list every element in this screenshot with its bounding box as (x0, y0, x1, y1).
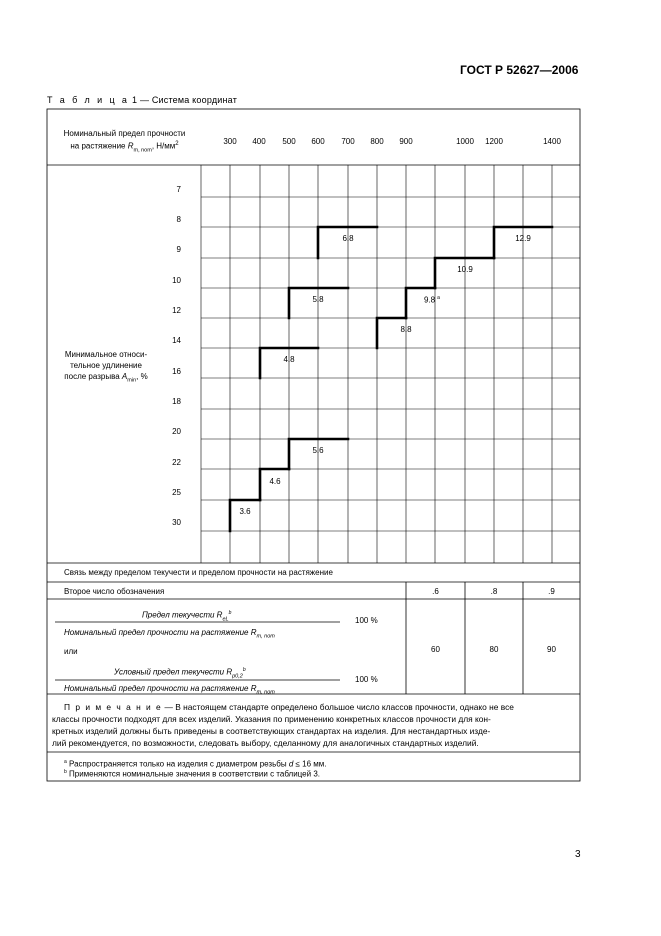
second-number-6: .6 (432, 587, 439, 596)
elongation-value: 10 (172, 276, 181, 285)
second-number-label: Второе число обозначения (64, 587, 165, 596)
caption-title: — Система координат (139, 95, 238, 105)
second-number-9: .9 (548, 587, 555, 596)
relation-title: Связь между пределом текучести и пределом прочности на растяжение (64, 568, 333, 577)
strength-tick: 900 (399, 137, 413, 146)
elongation-value: 7 (176, 185, 181, 194)
elongation-unit: , % (136, 372, 148, 381)
strength-tick: 700 (341, 137, 355, 146)
nominal-symbol-2: R (250, 684, 257, 693)
elongation-label-line1: Минимальное относи- (64, 350, 148, 359)
footnote-b-text: Применяются номинальные значения в соответствии с таблицей 3. (69, 769, 320, 779)
ratio-90: 90 (547, 645, 556, 654)
strength-tick: 1400 (543, 137, 561, 146)
strength-header (52, 129, 197, 155)
caption-number: 1 (132, 95, 138, 105)
page-number: 3 (575, 849, 581, 860)
strength-tick: 600 (311, 137, 325, 146)
elongation-text: после разрыва (64, 372, 122, 381)
elongation-label-line3 (50, 371, 162, 387)
elongation-label-line2: тельное удлинение (70, 361, 142, 370)
property-class-12-9: 12.9 (515, 234, 531, 243)
cond-symbol: R (226, 667, 233, 677)
nominal-sub-1: m, nom (256, 633, 275, 640)
strength-tick: 300 (223, 137, 237, 146)
elongation-symbol: A (121, 372, 128, 381)
elongation-value: 30 (172, 518, 181, 527)
elongation-value: 22 (172, 458, 181, 467)
yield-symbol: R (216, 610, 223, 620)
elongation-value: 20 (172, 427, 181, 436)
elongation-subscript: min (127, 377, 137, 384)
note-line-4: лий рекомендуется, по возможности, следовать выбору, сделанному для аналогичных стандартных изделий. (52, 738, 479, 748)
nominal-text-2: Номинальный предел прочности на растяжение (64, 684, 251, 693)
standard-number: ГОСТ Р 52627—2006 (460, 63, 579, 77)
elongation-label (50, 349, 162, 387)
property-class-9-8-value: 9.8 (424, 295, 436, 305)
elongation-value: 12 (172, 306, 181, 315)
nominal-symbol-1: R (250, 628, 257, 637)
caption-prefix: Т а б л и ц а (47, 95, 130, 105)
property-class-9-8 (424, 295, 440, 305)
property-class-3-6: 3.6 (239, 507, 251, 516)
yield-strength-label (142, 608, 231, 624)
cond-sub: p0,2 (232, 673, 243, 680)
property-class-5-6: 5.6 (312, 446, 324, 455)
footnote-a-text: Распространяется только на изделия с диаметром резьбы (69, 759, 289, 769)
ratio-60: 60 (431, 645, 440, 654)
nominal-strength-label-1 (64, 628, 275, 642)
property-class-4-6: 4.6 (269, 477, 281, 486)
footnote-b (64, 767, 320, 780)
elongation-value: 14 (172, 336, 181, 345)
nominal-strength-label-2 (64, 684, 275, 698)
strength-header-text: на растяжение (70, 141, 128, 151)
footnote-b-mark: b (64, 769, 67, 775)
strength-unit-sup: 2 (175, 141, 179, 147)
property-class-6-8: 6.8 (342, 234, 354, 243)
strength-symbol: R (127, 141, 134, 151)
strength-tick: 1200 (485, 137, 503, 146)
table-note (52, 701, 574, 749)
cond-text: Условный предел текучести (114, 667, 227, 677)
strength-unit: , Н/мм (151, 141, 176, 151)
footnote-a-rest: ≤ 16 мм. (293, 759, 327, 769)
conditional-yield-label (114, 665, 246, 681)
property-class-10-9: 10.9 (457, 265, 473, 274)
nominal-text-1: Номинальный предел прочности на растяжение (64, 628, 251, 637)
percent-2: 100 % (355, 675, 378, 684)
ratio-80: 80 (489, 645, 499, 654)
note-line-2: классы прочности подходят для всех изделий. Указания по применению конкретных классов прочности для кон- (52, 714, 491, 724)
property-class-8-8: 8.8 (400, 325, 412, 334)
note-line-1 (52, 701, 574, 713)
property-class-5-8: 5.8 (312, 295, 324, 304)
strength-tick: 1000 (456, 137, 474, 146)
strength-header-line1: Номинальный предел прочности (63, 129, 186, 138)
yield-text: Предел текучести (142, 610, 217, 620)
strength-tick: 400 (252, 137, 266, 146)
note-label: П р и м е ч а н и е (64, 702, 163, 712)
strength-subscript: m, nom (133, 147, 152, 154)
yield-sub: eL (222, 616, 229, 623)
second-number-8: .8 (490, 587, 498, 596)
footnote-a-d: d (288, 759, 294, 769)
property-class-4-8: 4.8 (283, 355, 295, 364)
elongation-value: 9 (176, 245, 181, 254)
strength-tick: 800 (370, 137, 384, 146)
nominal-sub-2: m, nom (256, 689, 275, 696)
elongation-value: 8 (176, 215, 181, 224)
strength-tick: 500 (282, 137, 296, 146)
or-label: или (64, 647, 78, 656)
footnote-ref-b-2: b (242, 667, 246, 673)
footnote-a-mark: a (64, 759, 67, 765)
note-line-3: кретных изделий должны быть приведены в соответствующих стандартах на изделия. Для нестандартных изде- (52, 726, 491, 736)
coordinate-grid (201, 165, 580, 563)
elongation-value: 18 (172, 397, 181, 406)
footnote-ref-b: b (228, 610, 232, 616)
footnote-ref-a: a (437, 295, 440, 301)
elongation-value: 16 (172, 367, 181, 376)
note-text-1: — В настоящем стандарте определено большое число классов прочности, однако не все (164, 702, 514, 712)
percent-1: 100 % (355, 616, 378, 625)
elongation-value: 25 (172, 488, 181, 497)
strength-header-line2 (52, 139, 197, 155)
